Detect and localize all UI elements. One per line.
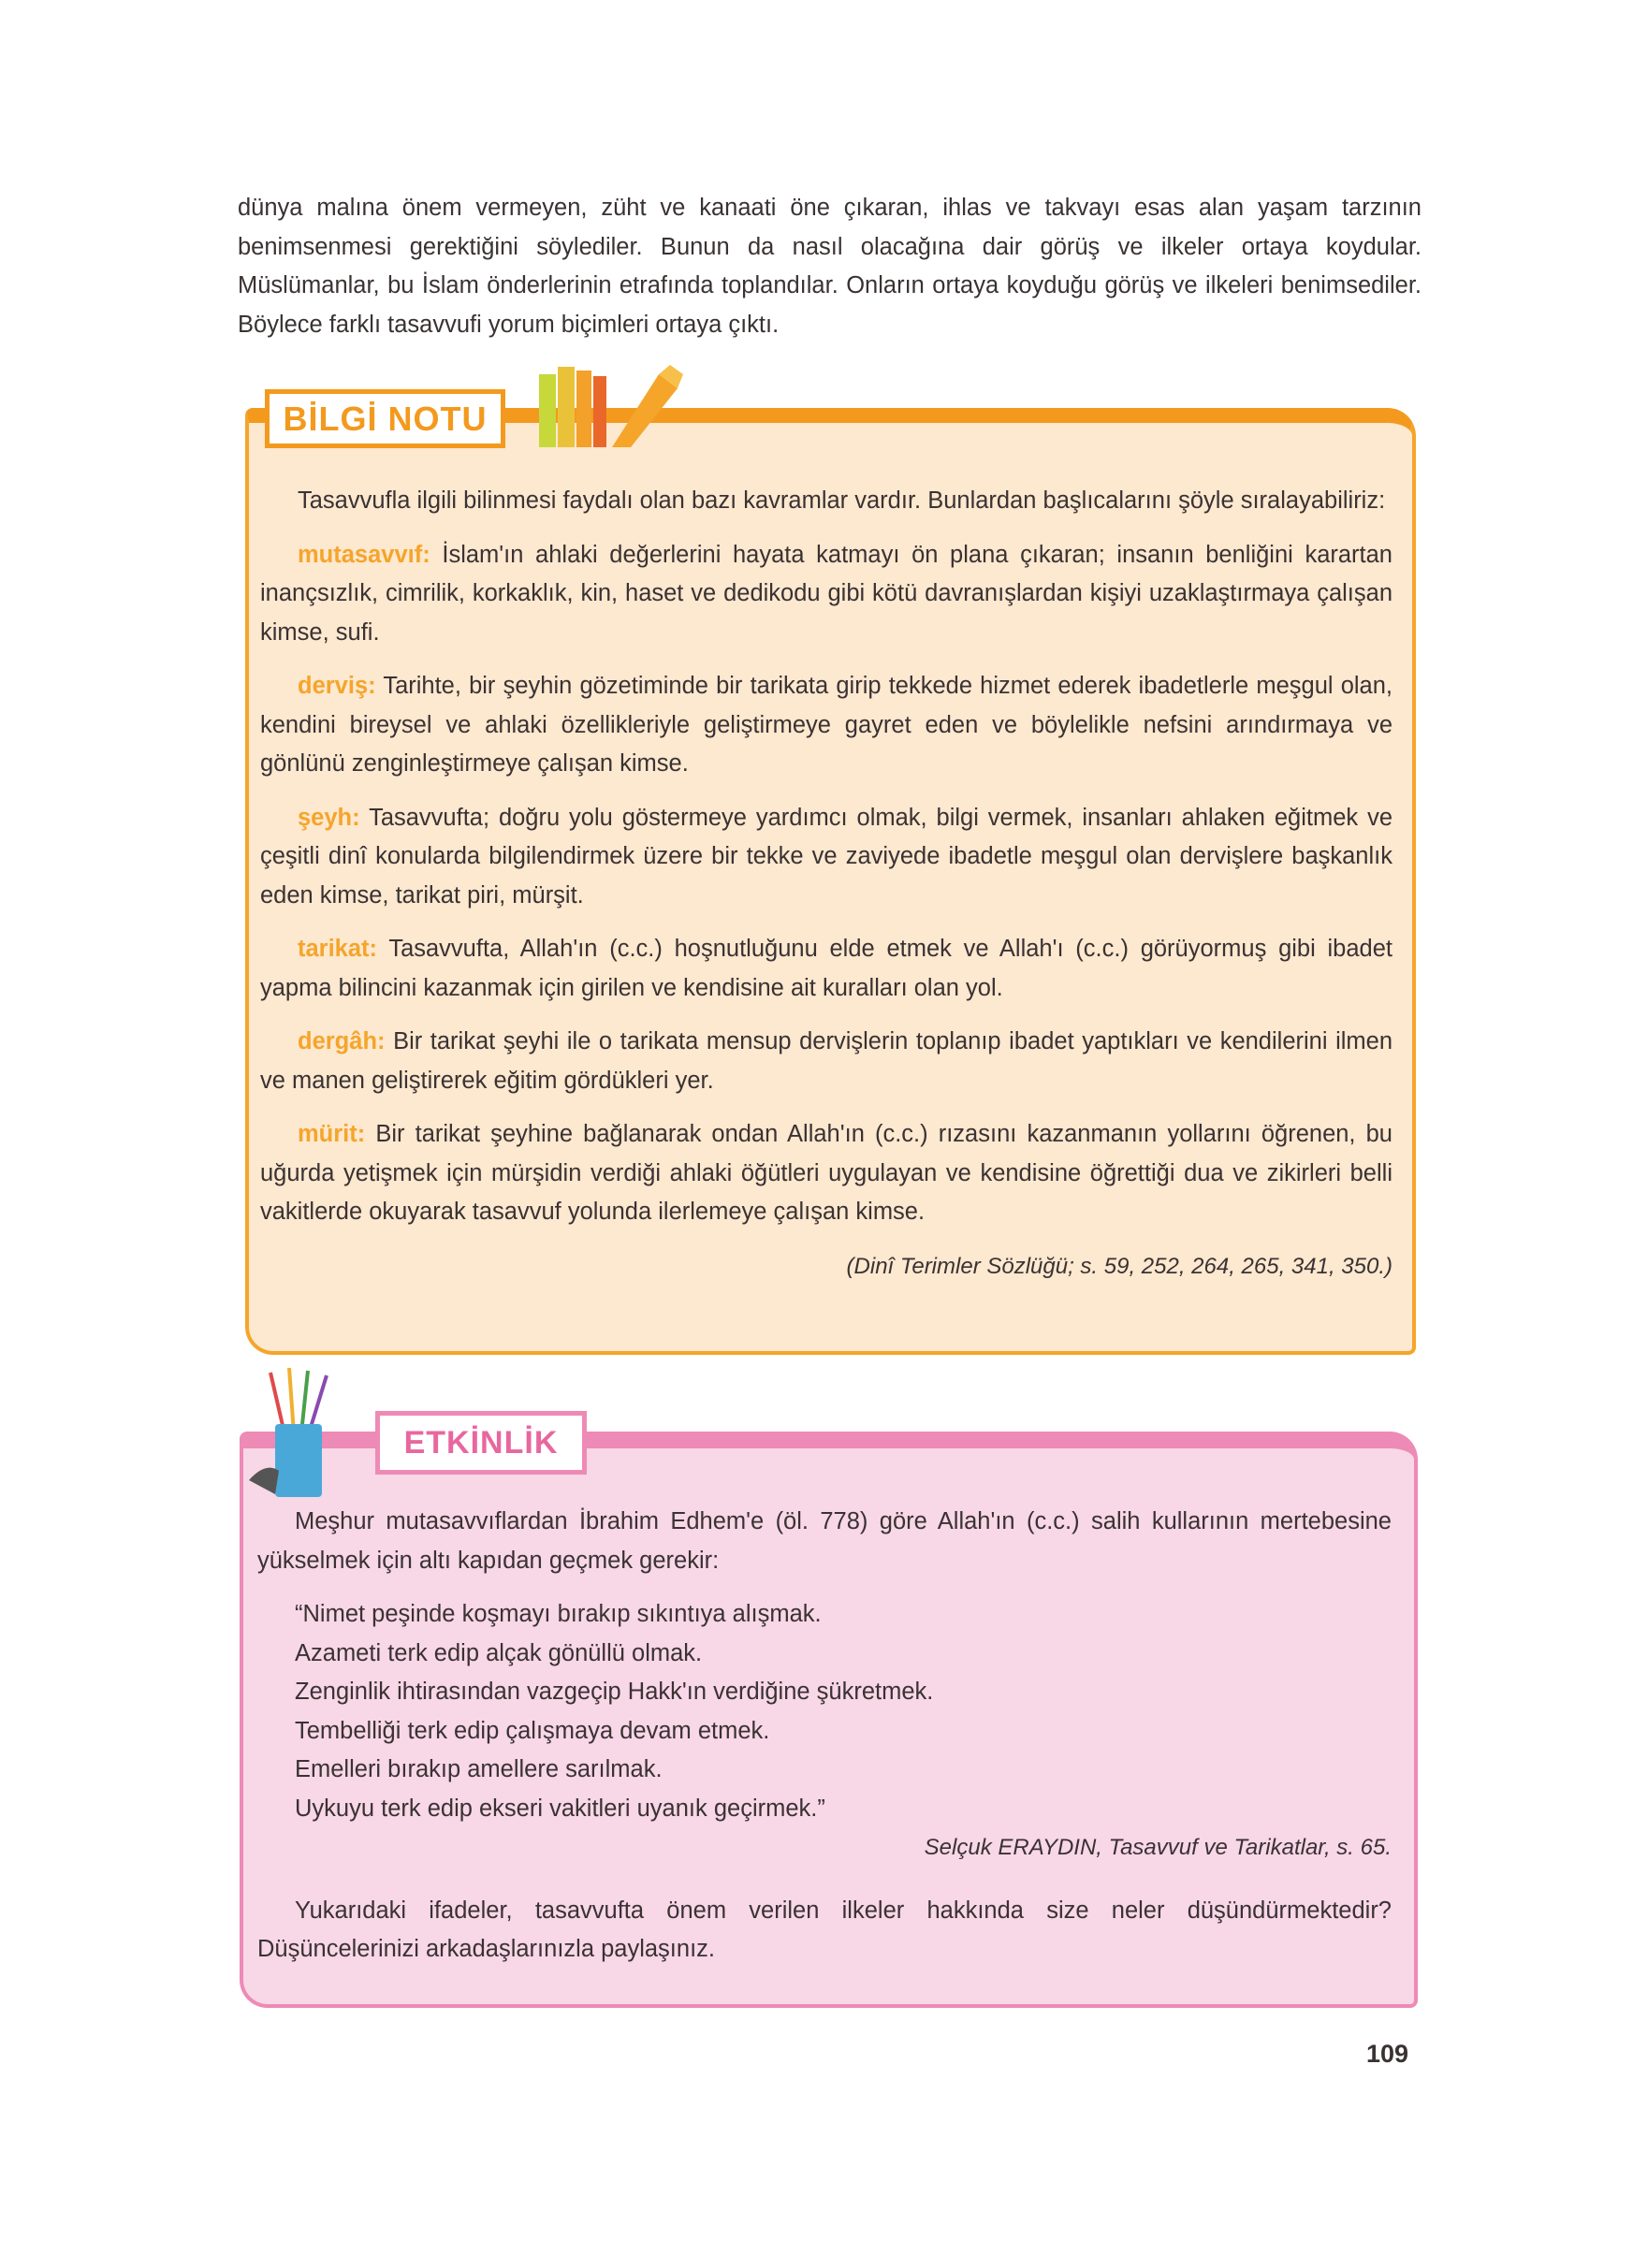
quote-line: Emelleri bırakıp amellere sarılmak. <box>295 1756 663 1782</box>
quote-line: “Nimet peşinde koşmayı bırakıp sıkıntıya alışmak. <box>295 1601 822 1627</box>
term-label: dergâh: <box>298 1028 386 1054</box>
term-entry <box>260 536 1392 653</box>
quote-block <box>257 1595 1392 1828</box>
page-number: 109 <box>1366 2040 1409 2068</box>
term-entry <box>260 1115 1392 1232</box>
bilgi-notu-label: BİLGİ NOTU <box>265 389 505 448</box>
term-entry <box>260 667 1392 784</box>
etkinlik-intro: Meşhur mutasavvıflardan İbrahim Edhem'e (öl. 778) göre Allah'ın (c.c.) salih kullarının mertebesine yükselmek için altı kapıdan geçmek gerekir: <box>257 1508 1392 1574</box>
term-label: tarikat: <box>298 936 378 962</box>
term-entry <box>260 1023 1392 1100</box>
term-definition: Tasavvufta, Allah'ın (c.c.) hoşnutluğunu elde etmek ve Allah'ı (c.c.) görüyormuş gibi ibadet yapma bilincini kazanmak için girilen ve kendisine ait kuralları olan yol. <box>260 936 1392 1001</box>
term-entry <box>260 799 1392 916</box>
books-icon <box>537 356 687 449</box>
term-definition: Tarihte, bir şeyhin gözetiminde bir tarikata girip tekkede hizmet ederek ibadetlerle meşgul olan, kendini bireysel ve ahlaki özellikleriyle geliştirmeye gayret eden ve böylelikle nefsini arındırmaya ve gönlünü zenginleştirmeye çalışan kimse. <box>260 673 1392 777</box>
intro-paragraph: dünya malına önem vermeyen, züht ve kanaati öne çıkaran, ihlas ve takvayı esas alan yaşam tarzının benimsenmesi gerektiğini söylediler. Bunun da nasıl olacağına dair görüş ve ilkeler ortaya koydular. Müslümanlar, bu İslam önderlerinin etrafında toplandılar. Onların ortaya koyduğu görüş ve ilkeleri benimsediler. Böylece farklı tasavvufi yorum biçimleri ortaya çıktı. <box>238 195 1422 338</box>
term-label: mutasavvıf: <box>298 541 430 568</box>
quote-line: Azameti terk edip alçak gönüllü olmak. <box>295 1639 703 1666</box>
pencil-cup-icon <box>247 1368 350 1499</box>
term-label: derviş: <box>298 673 376 699</box>
quote-line: Zenginlik ihtirasından vazgeçip Hakk'ın verdiğine şükretmek. <box>295 1679 934 1705</box>
etkinlik-content <box>257 1503 1392 1985</box>
etkinlik-question: Yukarıdaki ifadeler, tasavvufta önem verilen ilkeler hakkında size neler düşündürmektedir? Düşüncelerinizi arkadaşlarınızla paylaşınız. <box>257 1897 1392 1962</box>
bilgi-notu-content <box>260 482 1392 1286</box>
term-label: mürit: <box>298 1121 366 1147</box>
etkinlik-label: ETKİNLİK <box>375 1411 587 1475</box>
quote-line: Uykuyu terk edip ekseri vakitleri uyanık geçirmek.” <box>295 1795 825 1822</box>
term-entry <box>260 930 1392 1008</box>
quote-line: Tembelliği terk edip çalışmaya devam etmek. <box>295 1717 770 1744</box>
term-label: şeyh: <box>298 804 360 831</box>
quote-source: Selçuk ERAYDIN, Tasavvuf ve Tarikatlar, s. 65. <box>924 1835 1392 1860</box>
term-definition: Tasavvufta; doğru yolu göstermeye yardımcı olmak, bilgi vermek, insanları ahlaken eğitmek ve çeşitli dinî konularda bilgilendirmek üzere bir tekke ve zaviyede ibadetle meşgul olan dervişlere başkanlık eden kimse, tarikat piri, mürşit. <box>260 804 1392 909</box>
term-definition: Bir tarikat şeyhine bağlanarak ondan Allah'ın (c.c.) rızasını kazanmanın yollarını öğrenen, bu uğurda yetişmek için mürşidin verdiği ahlaki öğütleri uygulayan ve kendisine öğrettiği dua ve zikirleri belli vakitlerde okuyarak tasavvuf yolunda ilerlemeye çalışan kimse. <box>260 1121 1392 1225</box>
bilgi-intro: Tasavvufla ilgili bilinmesi faydalı olan bazı kavramlar vardır. Bunlardan başlıcalarını şöyle sıralayabiliriz: <box>298 487 1386 514</box>
term-definition: Bir tarikat şeyhi ile o tarikata mensup dervişlerin toplanıp ibadet yaptıkları ve kendilerini ilmen ve manen geliştirerek eğitim gördükleri yer. <box>260 1028 1392 1094</box>
citation: (Dinî Terimler Sözlüğü; s. 59, 252, 264, 265, 341, 350.) <box>846 1253 1392 1279</box>
term-definition: İslam'ın ahlaki değerlerini hayata katmayı ön plana çıkaran; insanın benliğini karartan inançsızlık, cimrilik, korkaklık, kin, haset ve dedikodu gibi kötü davranışlardan kişiyi uzaklaştırmaya çalışan kimse, sufi. <box>260 541 1392 646</box>
